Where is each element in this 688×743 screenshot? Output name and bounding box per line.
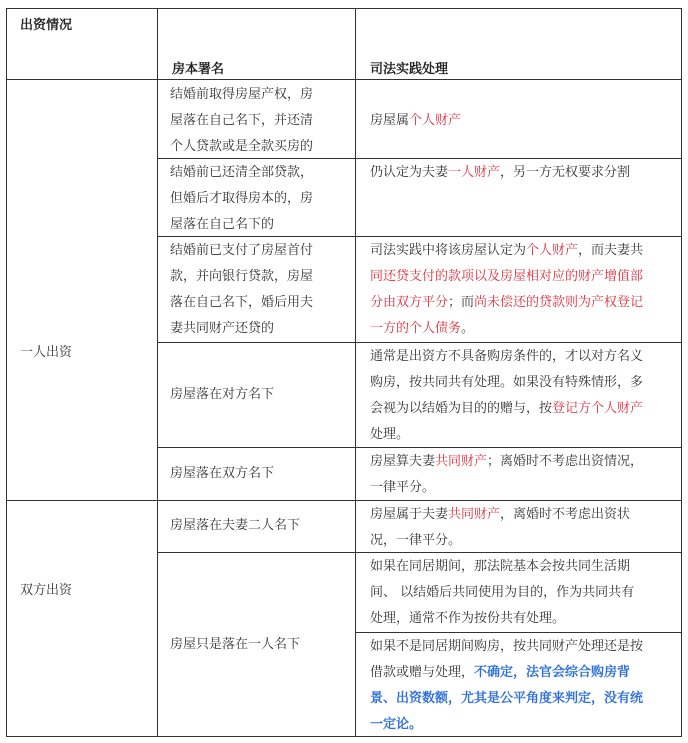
row7-practice-not-cohabit: 如果不是同居期间购房，按共同财产处理还是按 借款或赠与处理，不确定，法官会综合购房背 景、出资数额，尤其是公平角度来判定，没有统 一定论。	[370, 639, 644, 732]
header-funding: 出资情况	[20, 18, 73, 33]
row2-name: 结婚前已还清全部贷款， 但婚后才取得房本的，房 屋落在自己名下的	[170, 165, 314, 232]
row3-practice: 司法实践中将该房屋认定为个人财产，而夫妻共 同还贷支付的款项以及房屋相对应的财产增值部 分由双方平分；而尚未偿还的贷款则为产权登记 一方的个人债务。	[370, 243, 644, 336]
row5-practice: 房屋算夫妻共同财产；离婚时不考虑出资情况， 一律平分。	[370, 454, 644, 495]
header-title-name: 房本署名	[172, 62, 225, 77]
row4-practice: 通常是出资方不具备购房条件的，才以对方名义 购房，按共同共有处理。如果没有特殊情形，多 会视为以结婚为目的的赠与，按登记方个人财产 处理。	[370, 349, 644, 442]
group-single-funding: 一人出资	[20, 345, 73, 360]
row7-name: 房屋只是落在一人名下	[170, 637, 301, 652]
row6-name: 房屋落在夫妻二人名下	[170, 518, 301, 533]
row4-name: 房屋落在对方名下	[170, 387, 275, 402]
row1-name: 结婚前取得房屋产权，房 屋落在自己名下，并还清 个人贷款或是全款买房的	[170, 87, 314, 154]
header-judicial-practice: 司法实践处理	[370, 62, 449, 77]
row1-practice: 房屋属个人财产	[370, 113, 462, 128]
row2-practice: 仍认定为夫妻一人财产，另一方无权要求分割	[370, 165, 631, 180]
row7-practice-cohabit: 如果在同居期间，那法院基本会按共同生活期 间、 以结婚后共同使用为目的，作为共同共有 处理，通常不作为按份共有处理。	[370, 559, 635, 626]
group-both-funding: 双方出资	[20, 583, 73, 598]
row5-name: 房屋落在双方名下	[170, 466, 275, 481]
row3-name: 结婚前已支付了房屋首付 款，并向银行贷款，房屋 落在自己名下，婚后用夫 妻共同财产还贷的	[170, 243, 314, 336]
row6-practice: 房屋属于夫妻共同财产，离婚时不考虑出资状 况，一律平分。	[370, 507, 631, 548]
